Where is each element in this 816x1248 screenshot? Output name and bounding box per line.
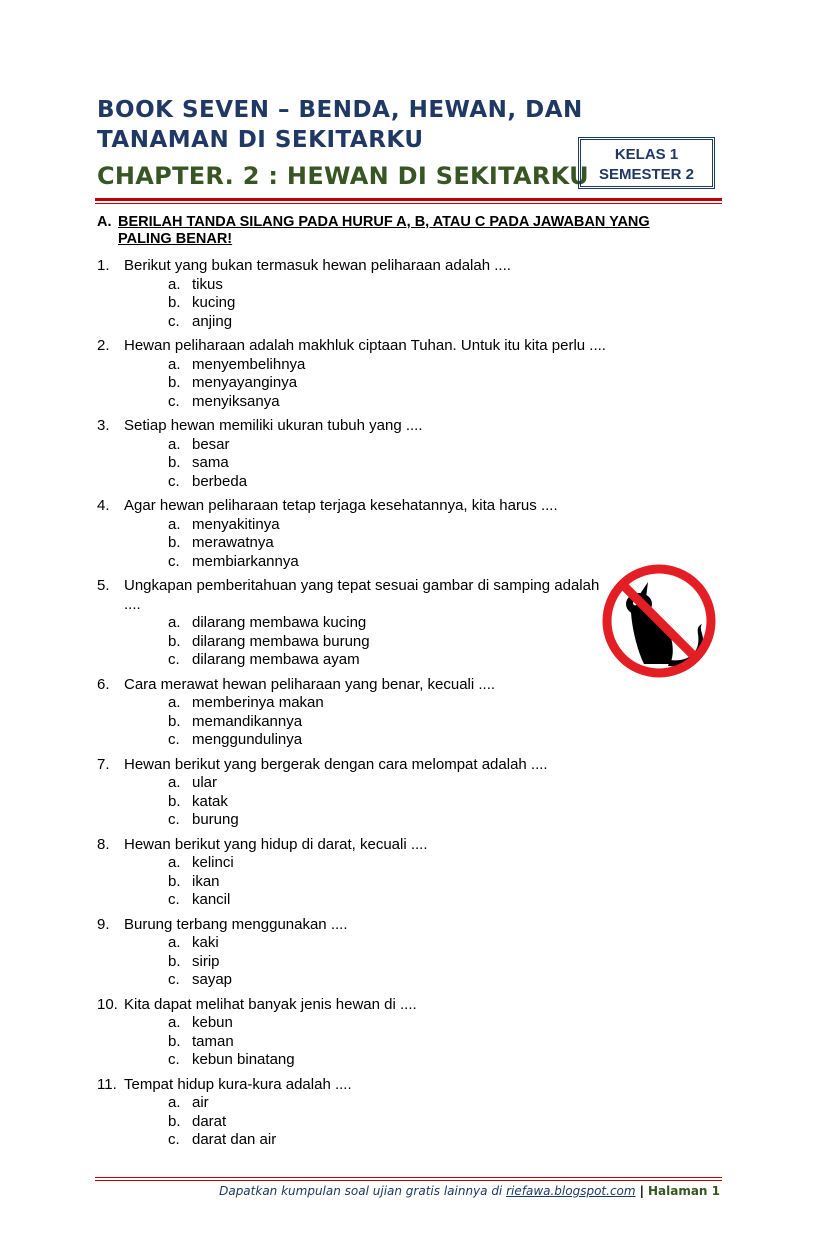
answer-option[interactable] (97, 1113, 617, 1132)
question-item (97, 417, 617, 491)
answer-option[interactable] (97, 873, 617, 892)
option-letter: a. (168, 934, 181, 951)
option-letter: a. (168, 694, 181, 711)
answer-option[interactable] (97, 534, 617, 553)
option-letter: b. (168, 294, 181, 311)
answer-option[interactable] (97, 811, 617, 830)
answer-option[interactable] (97, 313, 617, 332)
option-letter: b. (168, 872, 181, 890)
option-text: burung (192, 811, 239, 828)
option-letter: b. (168, 534, 181, 551)
option-text: dilarang membawa burung (192, 632, 370, 650)
option-letter: c. (168, 811, 180, 828)
option-letter: a. (168, 355, 181, 373)
question-item (97, 916, 617, 990)
section-letter: A. (97, 214, 112, 230)
option-text: memberinya makan (192, 694, 324, 711)
option-letter: c. (168, 731, 180, 748)
question-text: Setiap hewan memiliki ukuran tubuh yang .... (124, 417, 423, 434)
option-text: dilarang membawa ayam (192, 651, 360, 668)
option-letter: b. (168, 792, 181, 810)
option-text: besar (192, 435, 230, 453)
question-item (97, 497, 617, 571)
option-letter: c. (168, 392, 180, 410)
answer-option[interactable] (97, 436, 617, 455)
answer-option[interactable] (97, 473, 617, 492)
question-item (97, 577, 617, 670)
answer-option[interactable] (97, 774, 617, 793)
question-number: 5. (97, 577, 110, 594)
option-letter: c. (168, 552, 180, 570)
option-letter: a. (168, 614, 181, 631)
semester-label: SEMESTER 2 (598, 166, 695, 183)
option-text: menyembelihnya (192, 355, 306, 373)
question-number: 3. (97, 417, 110, 434)
option-text: ikan (192, 872, 220, 890)
question-item (97, 996, 617, 1070)
question-text: Kita dapat melihat banyak jenis hewan di .... (124, 995, 417, 1013)
option-text: darat (192, 1112, 227, 1130)
answer-option[interactable] (97, 633, 617, 652)
question-text: Hewan peliharaan adalah makhluk ciptaan Tuhan. Untuk itu kita perlu .... (124, 337, 606, 354)
option-text: sama (192, 454, 229, 471)
answer-option[interactable] (97, 516, 617, 535)
option-letter: b. (168, 952, 181, 970)
option-list (97, 356, 617, 412)
answer-option[interactable] (97, 713, 617, 732)
answer-option[interactable] (97, 934, 617, 953)
footer-separator: | (639, 1184, 644, 1198)
question-item (97, 676, 617, 750)
option-text: memandikannya (192, 712, 303, 730)
answer-option[interactable] (97, 891, 617, 910)
option-letter: a. (168, 435, 181, 453)
option-list (97, 276, 617, 332)
question-number: 11. (97, 1075, 117, 1093)
option-list (97, 854, 617, 910)
option-letter: c. (168, 971, 180, 988)
option-text: membiarkannya (192, 552, 299, 570)
option-text: kebun (192, 1014, 233, 1031)
answer-option[interactable] (97, 374, 617, 393)
section-instruction: BERILAH TANDA SILANG PADA HURUF A, B, ATAU C PADA JAWABAN YANG PALING BENAR! (118, 214, 650, 247)
option-list (97, 436, 617, 492)
option-text: sayap (192, 971, 233, 988)
question-number: 9. (97, 915, 110, 933)
answer-option[interactable] (97, 553, 617, 572)
option-text: katak (192, 792, 228, 810)
option-letter: a. (168, 854, 181, 871)
option-letter: a. (168, 1014, 181, 1031)
option-letter: b. (168, 1112, 181, 1130)
option-letter: c. (168, 312, 180, 330)
answer-option[interactable] (97, 276, 617, 295)
question-text: Hewan berikut yang hidup di darat, kecuali .... (124, 835, 428, 853)
answer-option[interactable] (97, 1033, 617, 1052)
question-text: Burung terbang menggunakan .... (124, 915, 348, 933)
option-list (97, 694, 617, 750)
footer-promo: Dapatkan kumpulan soal ujian gratis lainnya di (219, 1184, 507, 1198)
option-text: kancil (192, 891, 231, 908)
option-letter: c. (168, 1131, 180, 1148)
option-list (97, 934, 617, 990)
page-number: Halaman 1 (647, 1184, 720, 1198)
question-text: Tempat hidup kura-kura adalah .... (124, 1075, 352, 1093)
question-item (97, 257, 617, 331)
option-letter: a. (168, 774, 181, 791)
footer (219, 1184, 720, 1198)
question-number: 4. (97, 497, 110, 514)
option-list (97, 1094, 617, 1150)
option-letter: c. (168, 472, 180, 490)
option-text: anjing (192, 312, 233, 330)
header-divider (95, 198, 722, 204)
chapter-title: CHAPTER. 2 : HEWAN DI SEKITARKU (97, 162, 589, 190)
answer-option[interactable] (97, 694, 617, 713)
option-text: kelinci (192, 854, 234, 871)
option-letter: a. (168, 275, 181, 293)
question-list (97, 257, 617, 1156)
answer-option[interactable] (97, 793, 617, 812)
answer-option[interactable] (97, 651, 617, 670)
option-text: air (192, 1094, 209, 1111)
option-text: tikus (192, 275, 223, 293)
option-text: ular (192, 774, 218, 791)
answer-option[interactable] (97, 614, 617, 633)
option-text: menyiksanya (192, 392, 280, 410)
option-letter: b. (168, 454, 181, 471)
question-number: 7. (97, 755, 110, 773)
option-text: dilarang membawa kucing (192, 614, 367, 631)
answer-option[interactable] (97, 393, 617, 412)
option-letter: b. (168, 712, 181, 730)
question-text: Cara merawat hewan peliharaan yang benar, kecuali .... (124, 675, 496, 693)
option-text: kucing (192, 294, 236, 311)
option-text: kebun binatang (192, 1051, 295, 1068)
option-text: kaki (192, 934, 219, 951)
answer-option[interactable] (97, 953, 617, 972)
option-letter: b. (168, 632, 181, 650)
question-number: 10. (97, 995, 118, 1013)
book-title: BOOK SEVEN – BENDA, HEWAN, DAN TANAMAN DI SEKITARKU (97, 97, 583, 153)
question-item (97, 337, 617, 411)
answer-option[interactable] (97, 1014, 617, 1033)
question-item (97, 756, 617, 830)
option-text: menyayanginya (192, 374, 298, 391)
option-letter: a. (168, 1094, 181, 1111)
class-label: KELAS 1 (614, 146, 679, 163)
no-cat-sign-icon (598, 560, 720, 682)
option-text: menyakitinya (192, 515, 280, 533)
question-number: 8. (97, 835, 110, 853)
answer-option[interactable] (97, 294, 617, 313)
footer-link[interactable]: riefawa.blogspot.com (506, 1184, 636, 1198)
option-list (97, 1014, 617, 1070)
option-letter: b. (168, 374, 181, 391)
question-item (97, 1076, 617, 1150)
question-item (97, 836, 617, 910)
option-letter: c. (168, 1051, 180, 1068)
option-list (97, 516, 617, 572)
answer-option[interactable] (97, 1131, 617, 1150)
option-letter: a. (168, 515, 181, 533)
answer-option[interactable] (97, 731, 617, 750)
question-text: Ungkapan pemberitahuan yang tepat sesuai gambar di samping adalah .... (124, 577, 600, 613)
question-number: 1. (97, 257, 110, 274)
option-text: merawatnya (192, 534, 274, 551)
option-list (97, 614, 617, 670)
option-letter: c. (168, 891, 180, 908)
option-text: berbeda (192, 472, 248, 490)
question-number: 2. (97, 337, 110, 354)
answer-option[interactable] (97, 1051, 617, 1070)
answer-option[interactable] (97, 356, 617, 375)
footer-divider (95, 1177, 722, 1181)
option-text: taman (192, 1032, 234, 1050)
answer-option[interactable] (97, 454, 617, 473)
question-number: 6. (97, 675, 110, 693)
section-heading (97, 214, 697, 248)
option-text: darat dan air (192, 1131, 277, 1148)
answer-option[interactable] (97, 854, 617, 873)
option-list (97, 774, 617, 830)
question-text: Berikut yang bukan termasuk hewan peliharaan adalah .... (124, 257, 511, 274)
option-text: sirip (192, 952, 220, 970)
answer-option[interactable] (97, 1094, 617, 1113)
answer-option[interactable] (97, 971, 617, 990)
option-letter: b. (168, 1032, 181, 1050)
option-letter: c. (168, 651, 180, 668)
class-semester-box (578, 137, 715, 189)
question-text: Hewan berikut yang bergerak dengan cara melompat adalah .... (124, 755, 548, 773)
question-text: Agar hewan peliharaan tetap terjaga kesehatannya, kita harus .... (124, 497, 558, 514)
option-text: menggundulinya (192, 731, 303, 748)
